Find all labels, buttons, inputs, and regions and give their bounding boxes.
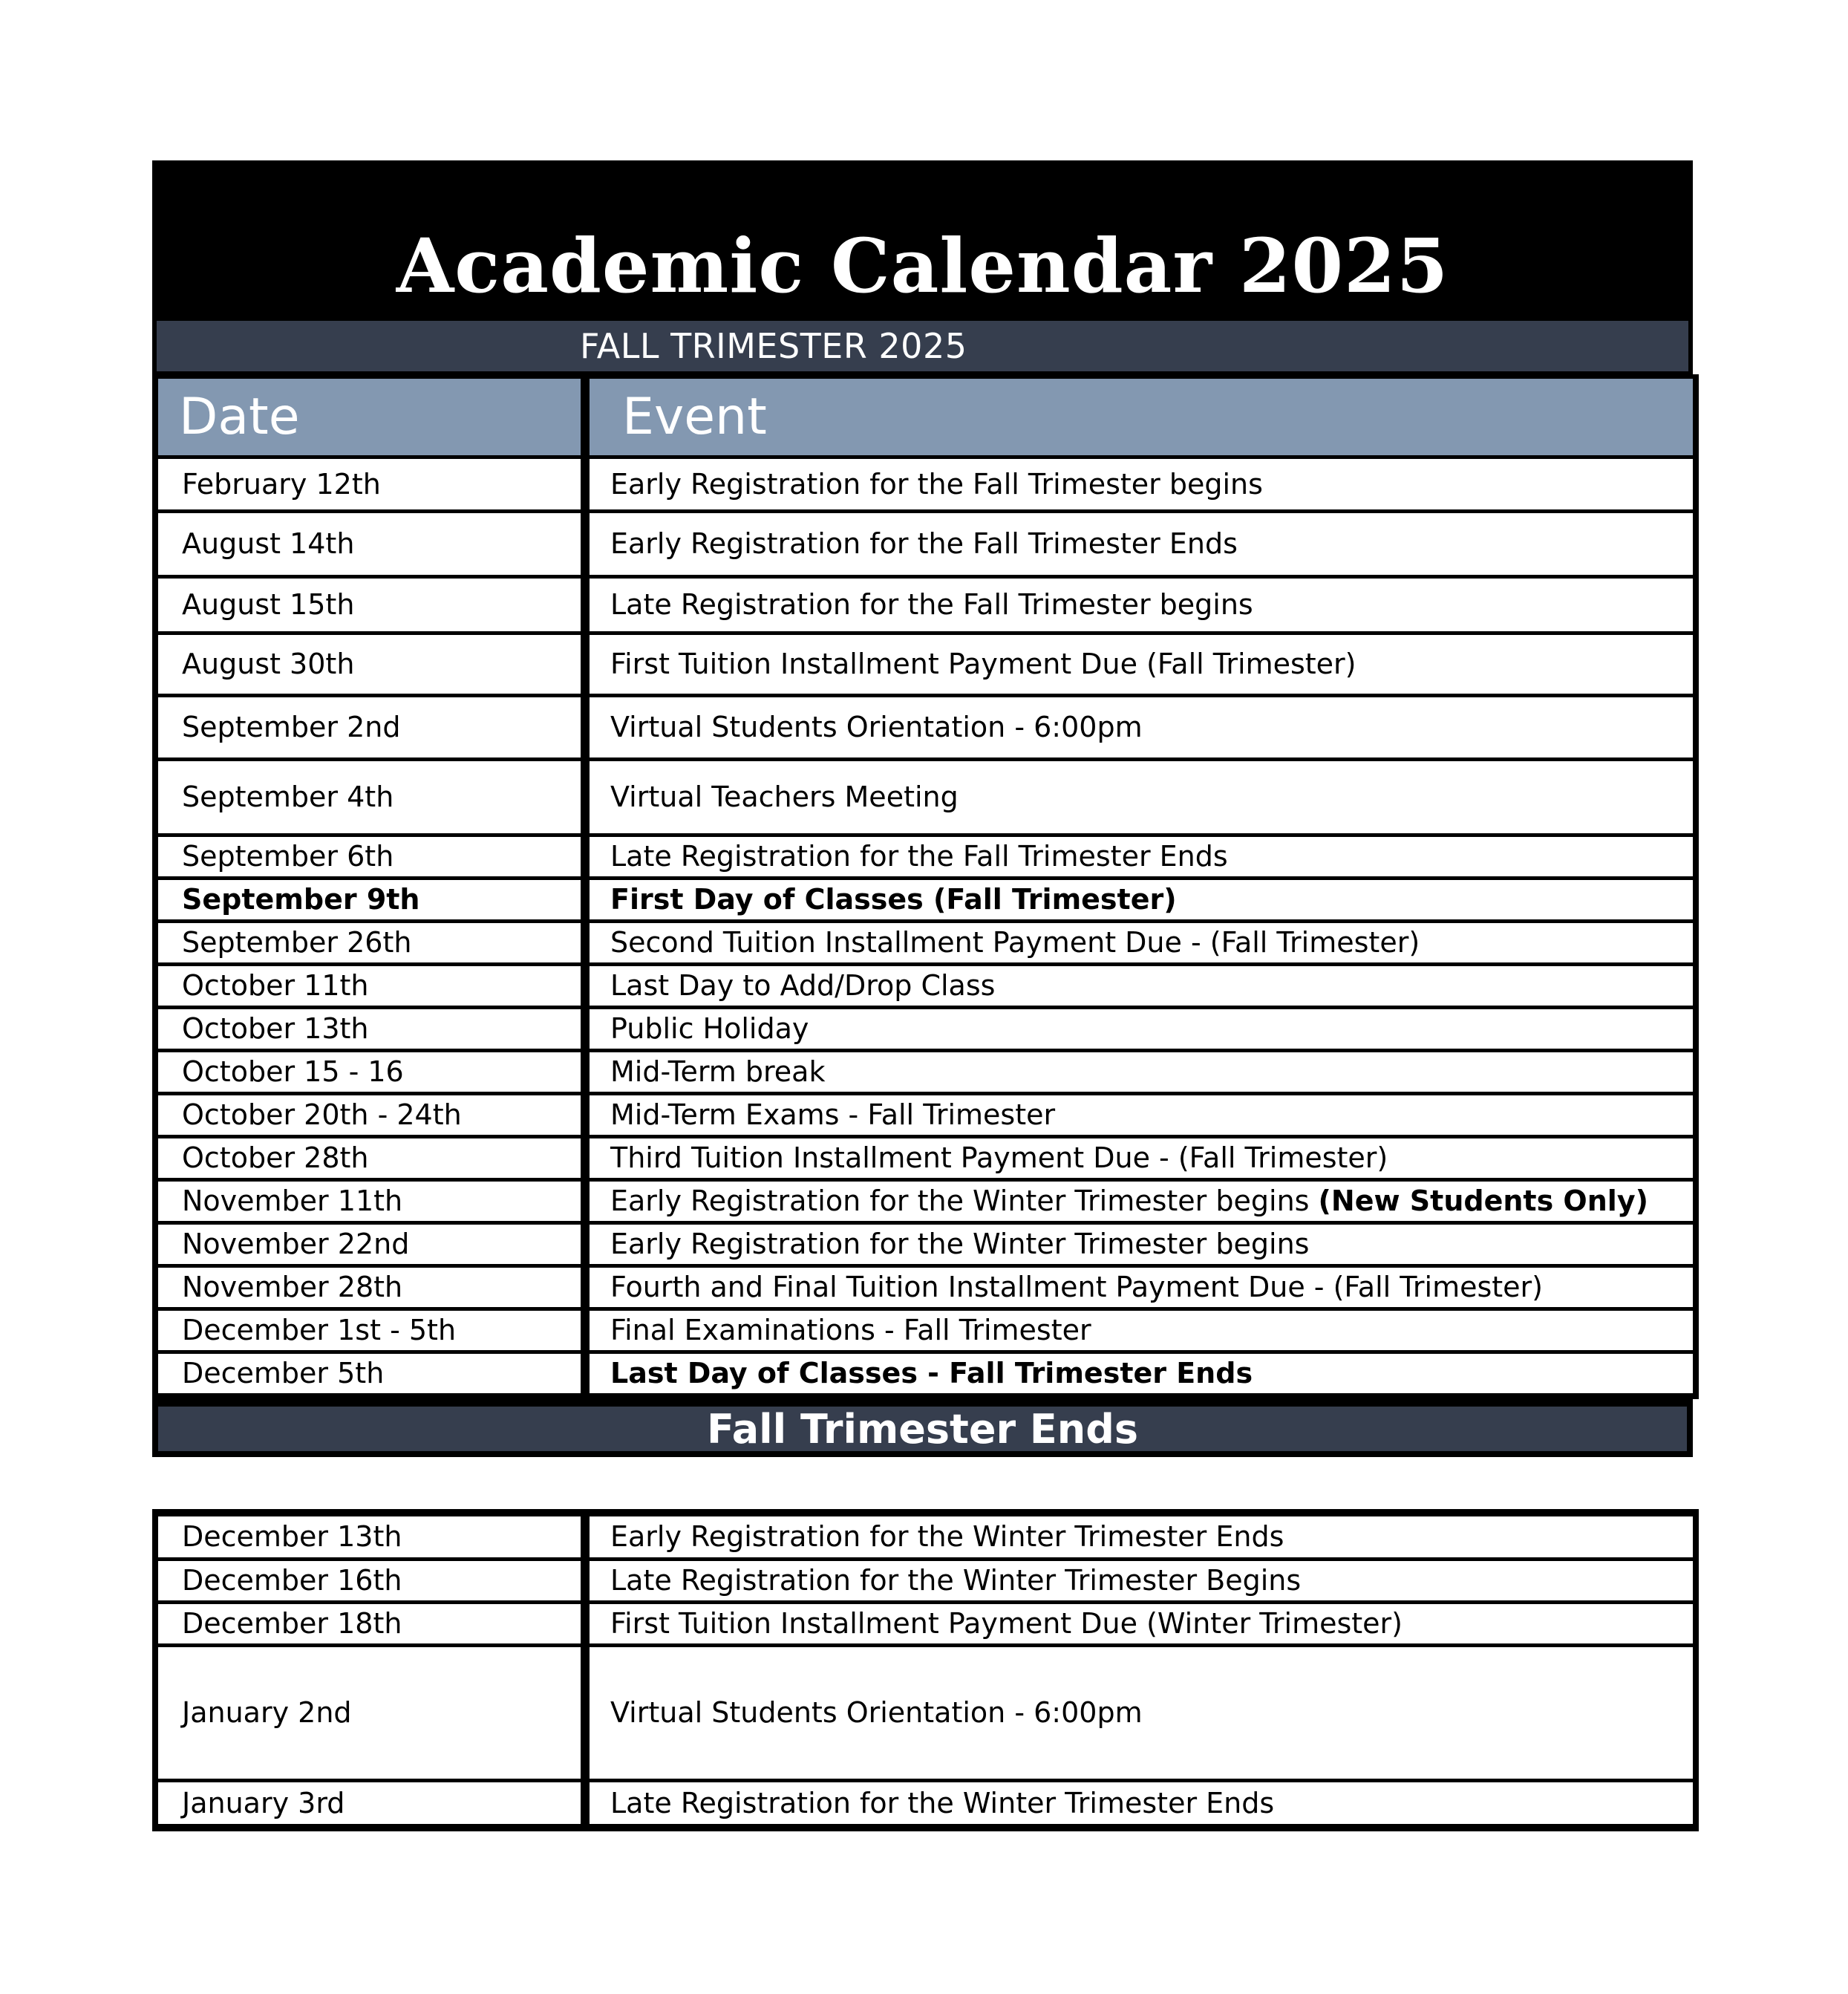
table-row bbox=[155, 511, 1696, 576]
row-event: Virtual Students Orientation - 6:00pm bbox=[585, 1645, 1696, 1780]
table-header-row bbox=[155, 377, 1696, 457]
table-row bbox=[155, 1559, 1696, 1602]
row-event: First Tuition Installment Payment Due (Fall Trimester) bbox=[585, 633, 1696, 695]
row-date: December 5th bbox=[155, 1352, 585, 1396]
row-event: Second Tuition Installment Payment Due - (Fall Trimester) bbox=[585, 921, 1696, 964]
row-event: First Tuition Installment Payment Due (Winter Trimester) bbox=[585, 1602, 1696, 1645]
row-event: Late Registration for the Winter Trimester Ends bbox=[585, 1780, 1696, 1828]
row-date: November 28th bbox=[155, 1265, 585, 1309]
row-date: September 2nd bbox=[155, 695, 585, 759]
row-event: Last Day to Add/Drop Class bbox=[585, 964, 1696, 1007]
table-row bbox=[155, 1645, 1696, 1780]
subtitle-bar bbox=[152, 321, 1693, 374]
table-row bbox=[155, 878, 1696, 921]
row-event-text: Early Registration for the Winter Trimester begins bbox=[610, 1185, 1319, 1217]
table-row bbox=[155, 1222, 1696, 1265]
table-row bbox=[155, 1309, 1696, 1352]
row-event: Early Registration for the Winter Trimester Ends bbox=[585, 1513, 1696, 1559]
row-date: December 18th bbox=[155, 1602, 585, 1645]
table-row bbox=[155, 964, 1696, 1007]
table-row bbox=[155, 1007, 1696, 1050]
table-row bbox=[155, 1050, 1696, 1093]
table-row bbox=[155, 457, 1696, 511]
row-date: February 12th bbox=[155, 457, 585, 511]
row-date: January 3rd bbox=[155, 1780, 585, 1828]
date-column-header: Date bbox=[155, 377, 585, 457]
row-date: January 2nd bbox=[155, 1645, 585, 1780]
row-event: Early Registration for the Fall Trimester begins bbox=[585, 457, 1696, 511]
fall-calendar-block bbox=[152, 160, 1693, 1457]
row-event: Late Registration for the Fall Trimester begins bbox=[585, 576, 1696, 633]
row-event: Late Registration for the Fall Trimester Ends bbox=[585, 835, 1696, 878]
row-date: December 13th bbox=[155, 1513, 585, 1559]
table-row bbox=[155, 695, 1696, 759]
winter-calendar-table bbox=[152, 1509, 1699, 1831]
page-title: Academic Calendar 2025 bbox=[396, 222, 1449, 310]
row-date: October 28th bbox=[155, 1136, 585, 1179]
row-date: September 4th bbox=[155, 759, 585, 835]
table-row bbox=[155, 1513, 1696, 1559]
row-event: Last Day of Classes - Fall Trimester Ends bbox=[585, 1352, 1696, 1396]
table-row bbox=[155, 1179, 1696, 1222]
row-event: Public Holiday bbox=[585, 1007, 1696, 1050]
row-date: October 15 - 16 bbox=[155, 1050, 585, 1093]
event-column-header: Event bbox=[585, 377, 1696, 457]
row-date: November 11th bbox=[155, 1179, 585, 1222]
row-date: November 22nd bbox=[155, 1222, 585, 1265]
row-event: First Day of Classes (Fall Trimester) bbox=[585, 878, 1696, 921]
table-row bbox=[155, 921, 1696, 964]
table-row bbox=[155, 576, 1696, 633]
row-event bbox=[585, 1179, 1696, 1222]
row-date: October 13th bbox=[155, 1007, 585, 1050]
row-date: September 9th bbox=[155, 878, 585, 921]
table-row bbox=[155, 1093, 1696, 1136]
row-date: October 11th bbox=[155, 964, 585, 1007]
row-event: Mid-Term Exams - Fall Trimester bbox=[585, 1093, 1696, 1136]
trimester-subtitle: FALL TRIMESTER 2025 bbox=[580, 326, 967, 366]
row-event-emphasis: (New Students Only) bbox=[1318, 1185, 1648, 1217]
table-row bbox=[155, 759, 1696, 835]
fall-calendar-table bbox=[152, 374, 1699, 1399]
row-date: December 1st - 5th bbox=[155, 1309, 585, 1352]
row-event: Final Examinations - Fall Trimester bbox=[585, 1309, 1696, 1352]
row-date: September 6th bbox=[155, 835, 585, 878]
row-event: Virtual Teachers Meeting bbox=[585, 759, 1696, 835]
row-event: Late Registration for the Winter Trimester Begins bbox=[585, 1559, 1696, 1602]
row-event: Early Registration for the Winter Trimester begins bbox=[585, 1222, 1696, 1265]
winter-calendar-block bbox=[152, 1509, 1693, 1831]
row-event: Third Tuition Installment Payment Due - (Fall Trimester) bbox=[585, 1136, 1696, 1179]
row-event: Mid-Term break bbox=[585, 1050, 1696, 1093]
row-date: December 16th bbox=[155, 1559, 585, 1602]
row-date: August 14th bbox=[155, 511, 585, 576]
row-event: Fourth and Final Tuition Installment Payment Due - (Fall Trimester) bbox=[585, 1265, 1696, 1309]
row-event: Virtual Students Orientation - 6:00pm bbox=[585, 695, 1696, 759]
trimester-end-bar bbox=[152, 1399, 1693, 1457]
title-bar bbox=[152, 160, 1693, 321]
row-date: October 20th - 24th bbox=[155, 1093, 585, 1136]
row-date: August 15th bbox=[155, 576, 585, 633]
table-row bbox=[155, 1780, 1696, 1828]
table-row bbox=[155, 633, 1696, 695]
table-row bbox=[155, 835, 1696, 878]
table-row bbox=[155, 1352, 1696, 1396]
row-date: August 30th bbox=[155, 633, 585, 695]
trimester-end-label: Fall Trimester Ends bbox=[706, 1405, 1139, 1453]
table-row bbox=[155, 1602, 1696, 1645]
table-row bbox=[155, 1265, 1696, 1309]
row-date: September 26th bbox=[155, 921, 585, 964]
row-event: Early Registration for the Fall Trimester Ends bbox=[585, 511, 1696, 576]
table-row bbox=[155, 1136, 1696, 1179]
